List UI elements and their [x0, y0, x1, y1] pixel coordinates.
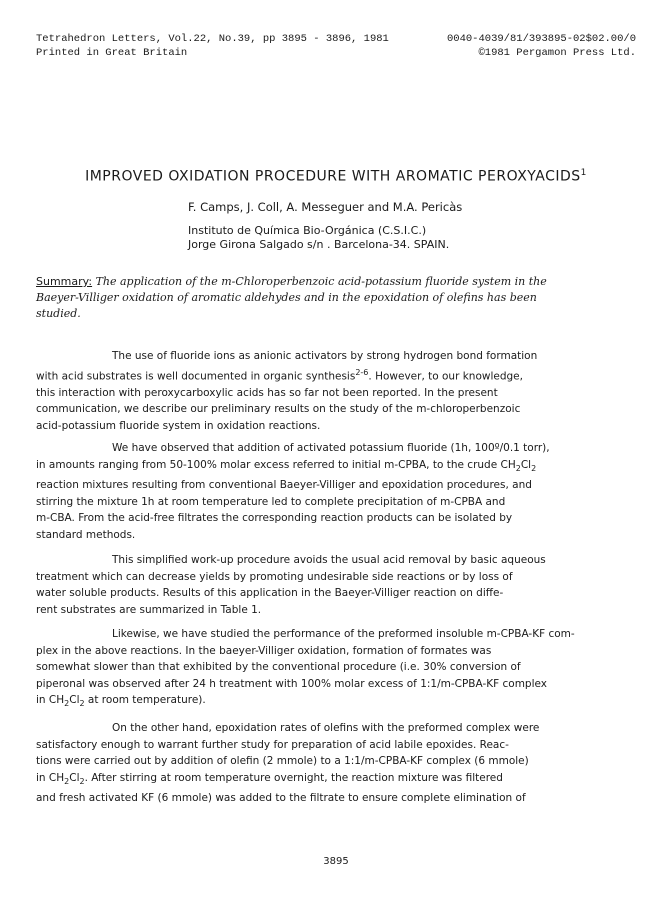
journal-citation: Tetrahedron Letters, Vol.22, No.39, pp 3895 - 3896, 1981: [36, 33, 389, 45]
title-footnote-ref: 1: [580, 168, 587, 178]
paragraph-4: Likewise, we have studied the performance of the preformed insoluble m-CPBA-KF com- plex in the above reactions. In the baeyer-Villiger oxidation, formation of formates was somewhat slower than that exhibited by the conventional procedure (i.e. 30% conversion of piperonal was observed after 24 h treatment with 100% molar excess of 1:1/m-CPBA-KF complex in $CH_2Cl_2$ at room temperature).: [36, 628, 575, 709]
affiliation: [188, 224, 449, 252]
printed-in: Printed in Great Britain: [36, 47, 188, 59]
summary-line-2: Baeyer-Villiger oxidation of aromatic aldehydes and in the epoxidation of olefins has been: [36, 291, 537, 304]
reference-superscript: 2-6: [355, 367, 369, 377]
summary: [36, 274, 636, 322]
affiliation-address: Jorge Girona Salgado s/n . Barcelona-34. SPAIN.: [188, 238, 450, 251]
article-title: IMPROVED OXIDATION PROCEDURE WITH AROMATIC PEROXYACIDS$^1$: [85, 168, 587, 185]
summary-line-1: The application of the m-Chloroperbenzoic acid-potassium fluoride system in the: [92, 275, 547, 288]
running-header-left: [36, 32, 389, 60]
authors: F. Camps, J. Coll, A. Messeguer and M.A. Pericàs: [188, 200, 463, 214]
summary-label: Summary:: [36, 275, 93, 288]
affiliation-institute: Instituto de Química Bio-Orgánica (C.S.I.C.): [188, 224, 427, 237]
paragraph-1: The use of fluoride ions as anionic activators by strong hydrogen bond formation with acid substrates is well documented in organic synthesis$^{2-6}$. However, to our knowledge, this interaction with peroxycarboxylic acids has so far not been reported. In the present communication, we describe our preliminary results on the study of the m-chloroperbenzoic acid-potassium fluoride system in oxidation reactions.: [36, 350, 538, 432]
summary-line-3: studied.: [36, 307, 81, 320]
paragraph-2: We have observed that addition of activated potassium fluoride (1h, 100º/0.1 torr), in amounts ranging from 50-100% molar excess referred to initial m-CPBA, to the crude $CH_2Cl_2$ reaction mixtures resulting from conventional Baeyer-Villiger and epoxidation procedures, and stirring the mixture 1h at room temperature led to complete precipitation of m-CPBA and m-CBA. From the acid-free filtrates the corresponding reaction products can be isolated by standard methods.: [36, 442, 550, 541]
page-number: 3895: [323, 856, 349, 867]
copyright: ©1981 Pergamon Press Ltd.: [478, 47, 636, 59]
running-header-right: [447, 32, 636, 60]
paragraph-5: On the other hand, epoxidation rates of olefins with the preformed complex were satisfactory enough to warrant further study for preparation of acid labile epoxides. Reac- tions were carried out by addition of olefin (2 mmole) to a 1:1/m-CPBA-KF complex (6 mmole) in $CH_2Cl_2$. After stirring at room temperature overnight, the reaction mixture was filtered and fresh activated KF (6 mmole) was added to the filtrate to ensure complete elimination of: [36, 722, 540, 805]
issn-code: 0040-4039/81/393895-02$02.00/0: [446, 33, 636, 45]
paragraph-3: This simplified work-up procedure avoids the usual acid removal by basic aqueous treatment which can decrease yields by promoting undesirable side reactions or by loss of water soluble products. Results of this application in the Baeyer-Villiger reaction on diffe- rent substrates are summarized in Table 1.: [36, 554, 546, 616]
